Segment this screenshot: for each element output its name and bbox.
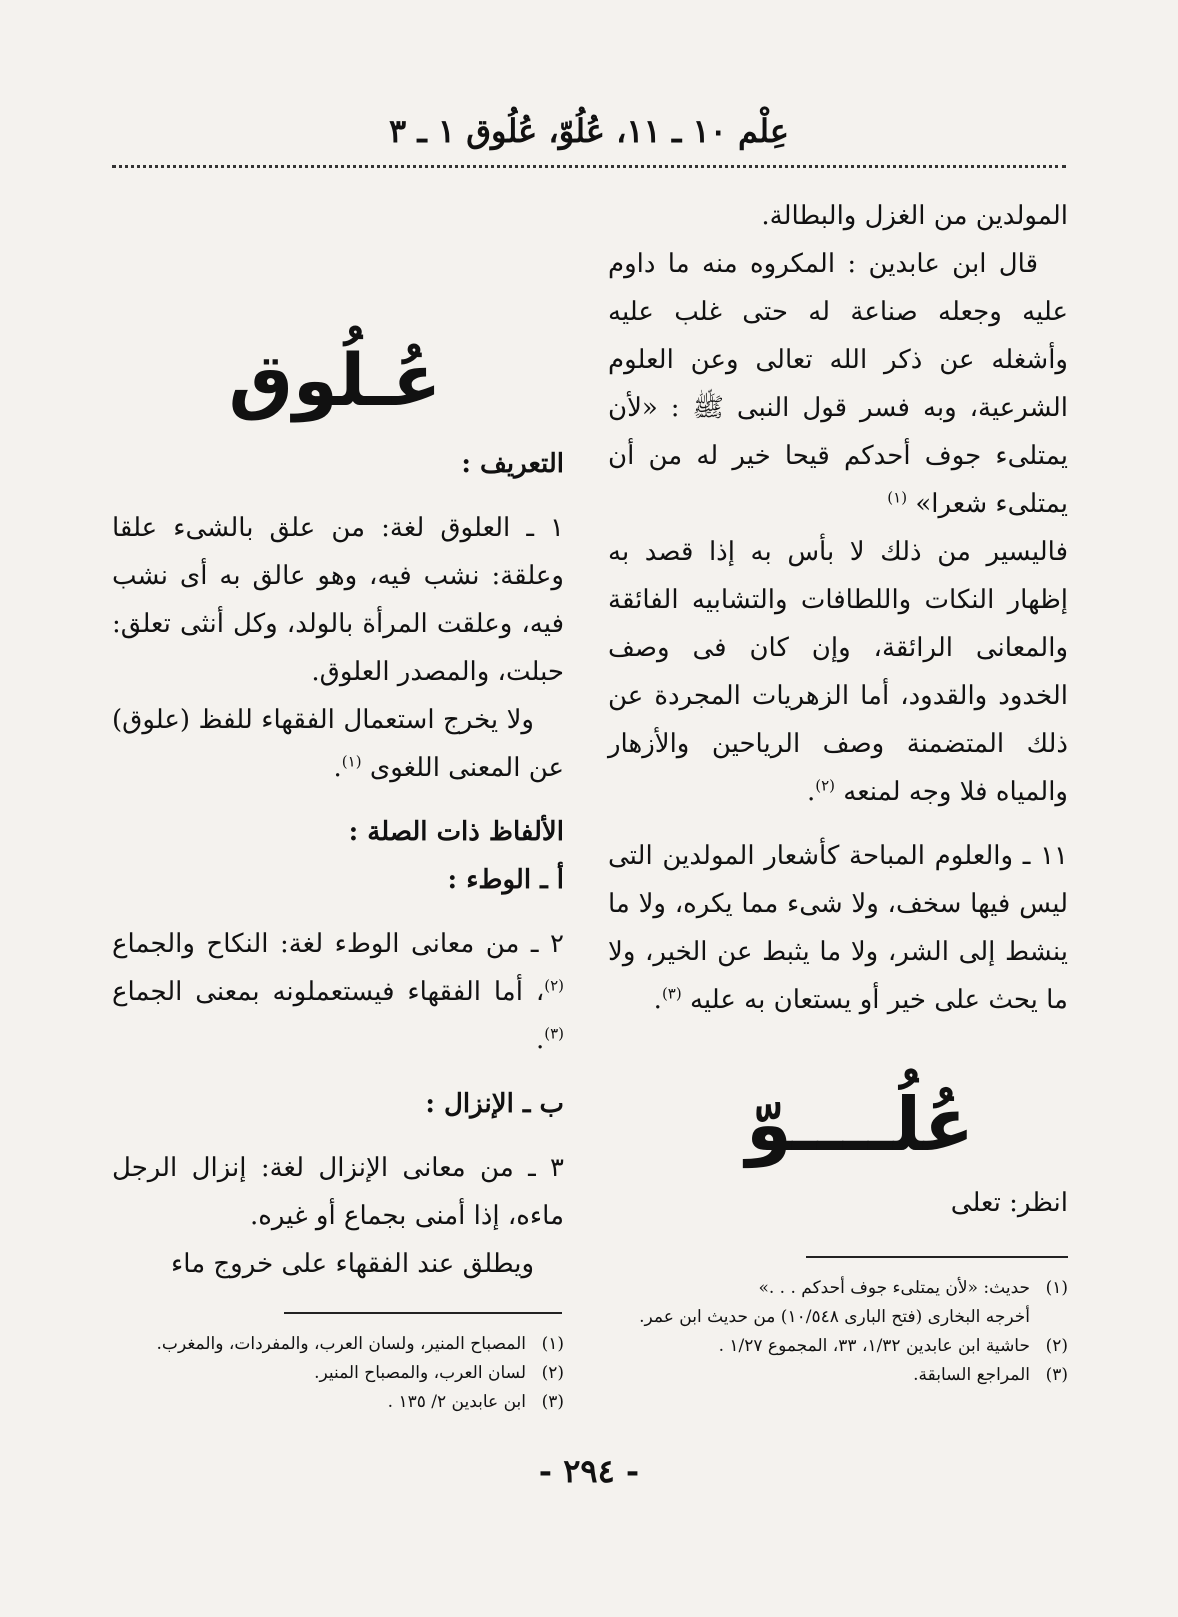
paragraph-continues: ويطلق عند الفقهاء على خروج ماء <box>171 1249 534 1279</box>
definition-heading: التعريف : <box>461 449 564 479</box>
paragraph-permissible: فاليسير من ذلك لا بأس به إذا قصد به إظهار النكات واللطافات والتشابيه الفائقة والمعانى الرائقة، وإن كان فى وصف الخدود والقدود، أما الزهريات المجردة عن ذلك المتضمنة وصف الرياحين والأزهار والمياه فلا وجه لمنعه $^{(٢)}$. <box>608 537 1068 807</box>
paragraph-text: ولا يخرج استعمال الفقهاء للفظ (علوق) عن المعنى اللغوى <box>112 705 564 783</box>
entry-heading-uluw: عُلُــــوّ <box>745 1082 975 1168</box>
header-dotted-rule <box>112 165 1066 168</box>
page-number: - ٢٩٤ - <box>538 1452 640 1490</box>
footnote-text: حديث: «لأن يمتلىء جوف أحدكم . . .» <box>758 1278 1030 1298</box>
footnote <box>112 1330 564 1359</box>
footnote <box>598 1361 1068 1390</box>
footnote-text: لسان العرب، والمصباح المنير. <box>314 1363 526 1383</box>
footnote-ref: (١) <box>887 488 908 507</box>
see-also-reference: انظر: تعلى <box>950 1188 1068 1218</box>
footnote-text: المصباح المنير، ولسان العرب، والمفردات، والمغرب. <box>156 1334 526 1354</box>
subheading-inzal: ب ـ الإنزال : <box>425 1089 564 1119</box>
related-terms-heading: الألفاظ ذات الصلة : <box>348 817 564 847</box>
footnote <box>112 1388 564 1417</box>
footnotes-right <box>598 1274 1068 1390</box>
footnote-ref: (٣) <box>661 984 682 1003</box>
footnote-ref: (١) <box>341 752 362 771</box>
footnote-rule-left <box>284 1312 562 1314</box>
footnote-ref: (٢) <box>544 976 564 995</box>
footnote-number: (١) <box>1045 1278 1068 1298</box>
footnote-text: المراجع السابقة. <box>913 1365 1030 1385</box>
running-header: عِلْم ١٠ ـ ١١، عُلُوّ، عُلُوق ١ ـ ٣ <box>389 112 789 150</box>
paragraph-text: فاليسير من ذلك لا بأس به إذا قصد به إظهار النكات واللطافات والتشابيه الفائقة والمعانى الرائقة، وإن كان فى وصف الخدود والقدود، أما الزهريات المجردة عن ذلك المتضمنة وصف الرياحين والأزهار والمياه فلا وجه لمنعه <box>608 537 1068 807</box>
paragraph-1: ١ ـ العلوق لغة: من علق بالشىء علقا وعلقة: نشب فيه، وهو عالق به أى نشب فيه، وعلقت المرأة بالولد، وكل أنثى تعلق: حبلت، والمصدر العلوق. <box>112 513 564 687</box>
footnote-text: ابن عابدين ٢/ ١٣٥ . <box>387 1392 526 1412</box>
paragraph-2: ٢ ـ من معانى الوطء لغة: النكاح والجماع $^{(٢)}$، أما الفقهاء فيستعملونه بمعنى الجماع $^{(٣)}$. <box>112 929 564 1055</box>
footnote <box>598 1332 1068 1361</box>
footnote-number: (٣) <box>541 1392 564 1412</box>
footnote-number: (٢) <box>1045 1336 1068 1356</box>
entry-heading-aluq: عُـلُوق <box>228 338 442 422</box>
paragraph-jurists-usage: ولا يخرج استعمال الفقهاء للفظ (علوق) عن المعنى اللغوى $^{(١)}$. <box>112 705 564 783</box>
footnotes-left <box>112 1330 564 1417</box>
paragraph-3: ٣ ـ من معانى الإنزال لغة: إنزال الرجل ماءه، إذا أمنى بجماع أو غيره. <box>112 1153 564 1231</box>
paragraph-text: قال ابن عابدين : المكروه منه ما داوم عليه وجعله صناعة له حتى غلب عليه وأشغله عن ذكر الله تعالى وعن العلوم الشرعية، وبه فسر قول النبى ﷺ : «لأن يمتلىء جوف أحدكم قيحا خير له من أن يمتلىء شعرا» <box>608 249 1068 519</box>
footnote-number: (١) <box>541 1334 564 1354</box>
paragraph-text: ٢ ـ من معانى الوطء لغة: النكاح والجماع <box>112 929 564 959</box>
footnote-number: (٢) <box>541 1363 564 1383</box>
footnote-number: (٣) <box>1045 1365 1068 1385</box>
footnote-text: أخرجه البخارى (فتح البارى ١٠/٥٤٨) من حديث ابن عمر. <box>639 1307 1030 1327</box>
footnote-continuation <box>598 1303 1068 1332</box>
left-column <box>112 440 564 1288</box>
footnote <box>112 1359 564 1388</box>
paragraph-ibn-abidin <box>608 240 1068 528</box>
footnote <box>598 1274 1068 1303</box>
footnote-ref: (٢) <box>815 776 836 795</box>
paragraph-text: ١١ ـ والعلوم المباحة كأشعار المولدين التى ليس فيها سخف، ولا شىء مما يكره، ولا ما ينشط إلى الشر، ولا ما يثبط عن الخير، ولا ما يحث على خير أو يستعان به عليه <box>608 841 1068 1015</box>
paragraph-continuation: المولدين من الغزل والبطالة. <box>761 201 1068 231</box>
right-column <box>608 192 1068 1024</box>
footnote-rule-right <box>806 1256 1068 1258</box>
footnote-ref: (٣) <box>544 1024 564 1043</box>
paragraph-text: ، أما الفقهاء فيستعملونه بمعنى الجماع <box>112 977 545 1007</box>
footnote-text: حاشية ابن عابدين ١/٣٢، ٣٣، المجموع ١/٢٧ . <box>718 1336 1030 1356</box>
paragraph-11: ١١ ـ والعلوم المباحة كأشعار المولدين التى ليس فيها سخف، ولا شىء مما يكره، ولا ما ينشط إلى الشر، ولا ما يثبط عن الخير، ولا ما يحث على خير أو يستعان به عليه $^{(٣)}$. <box>608 841 1068 1015</box>
subheading-wat: أ ـ الوطء : <box>447 865 564 895</box>
